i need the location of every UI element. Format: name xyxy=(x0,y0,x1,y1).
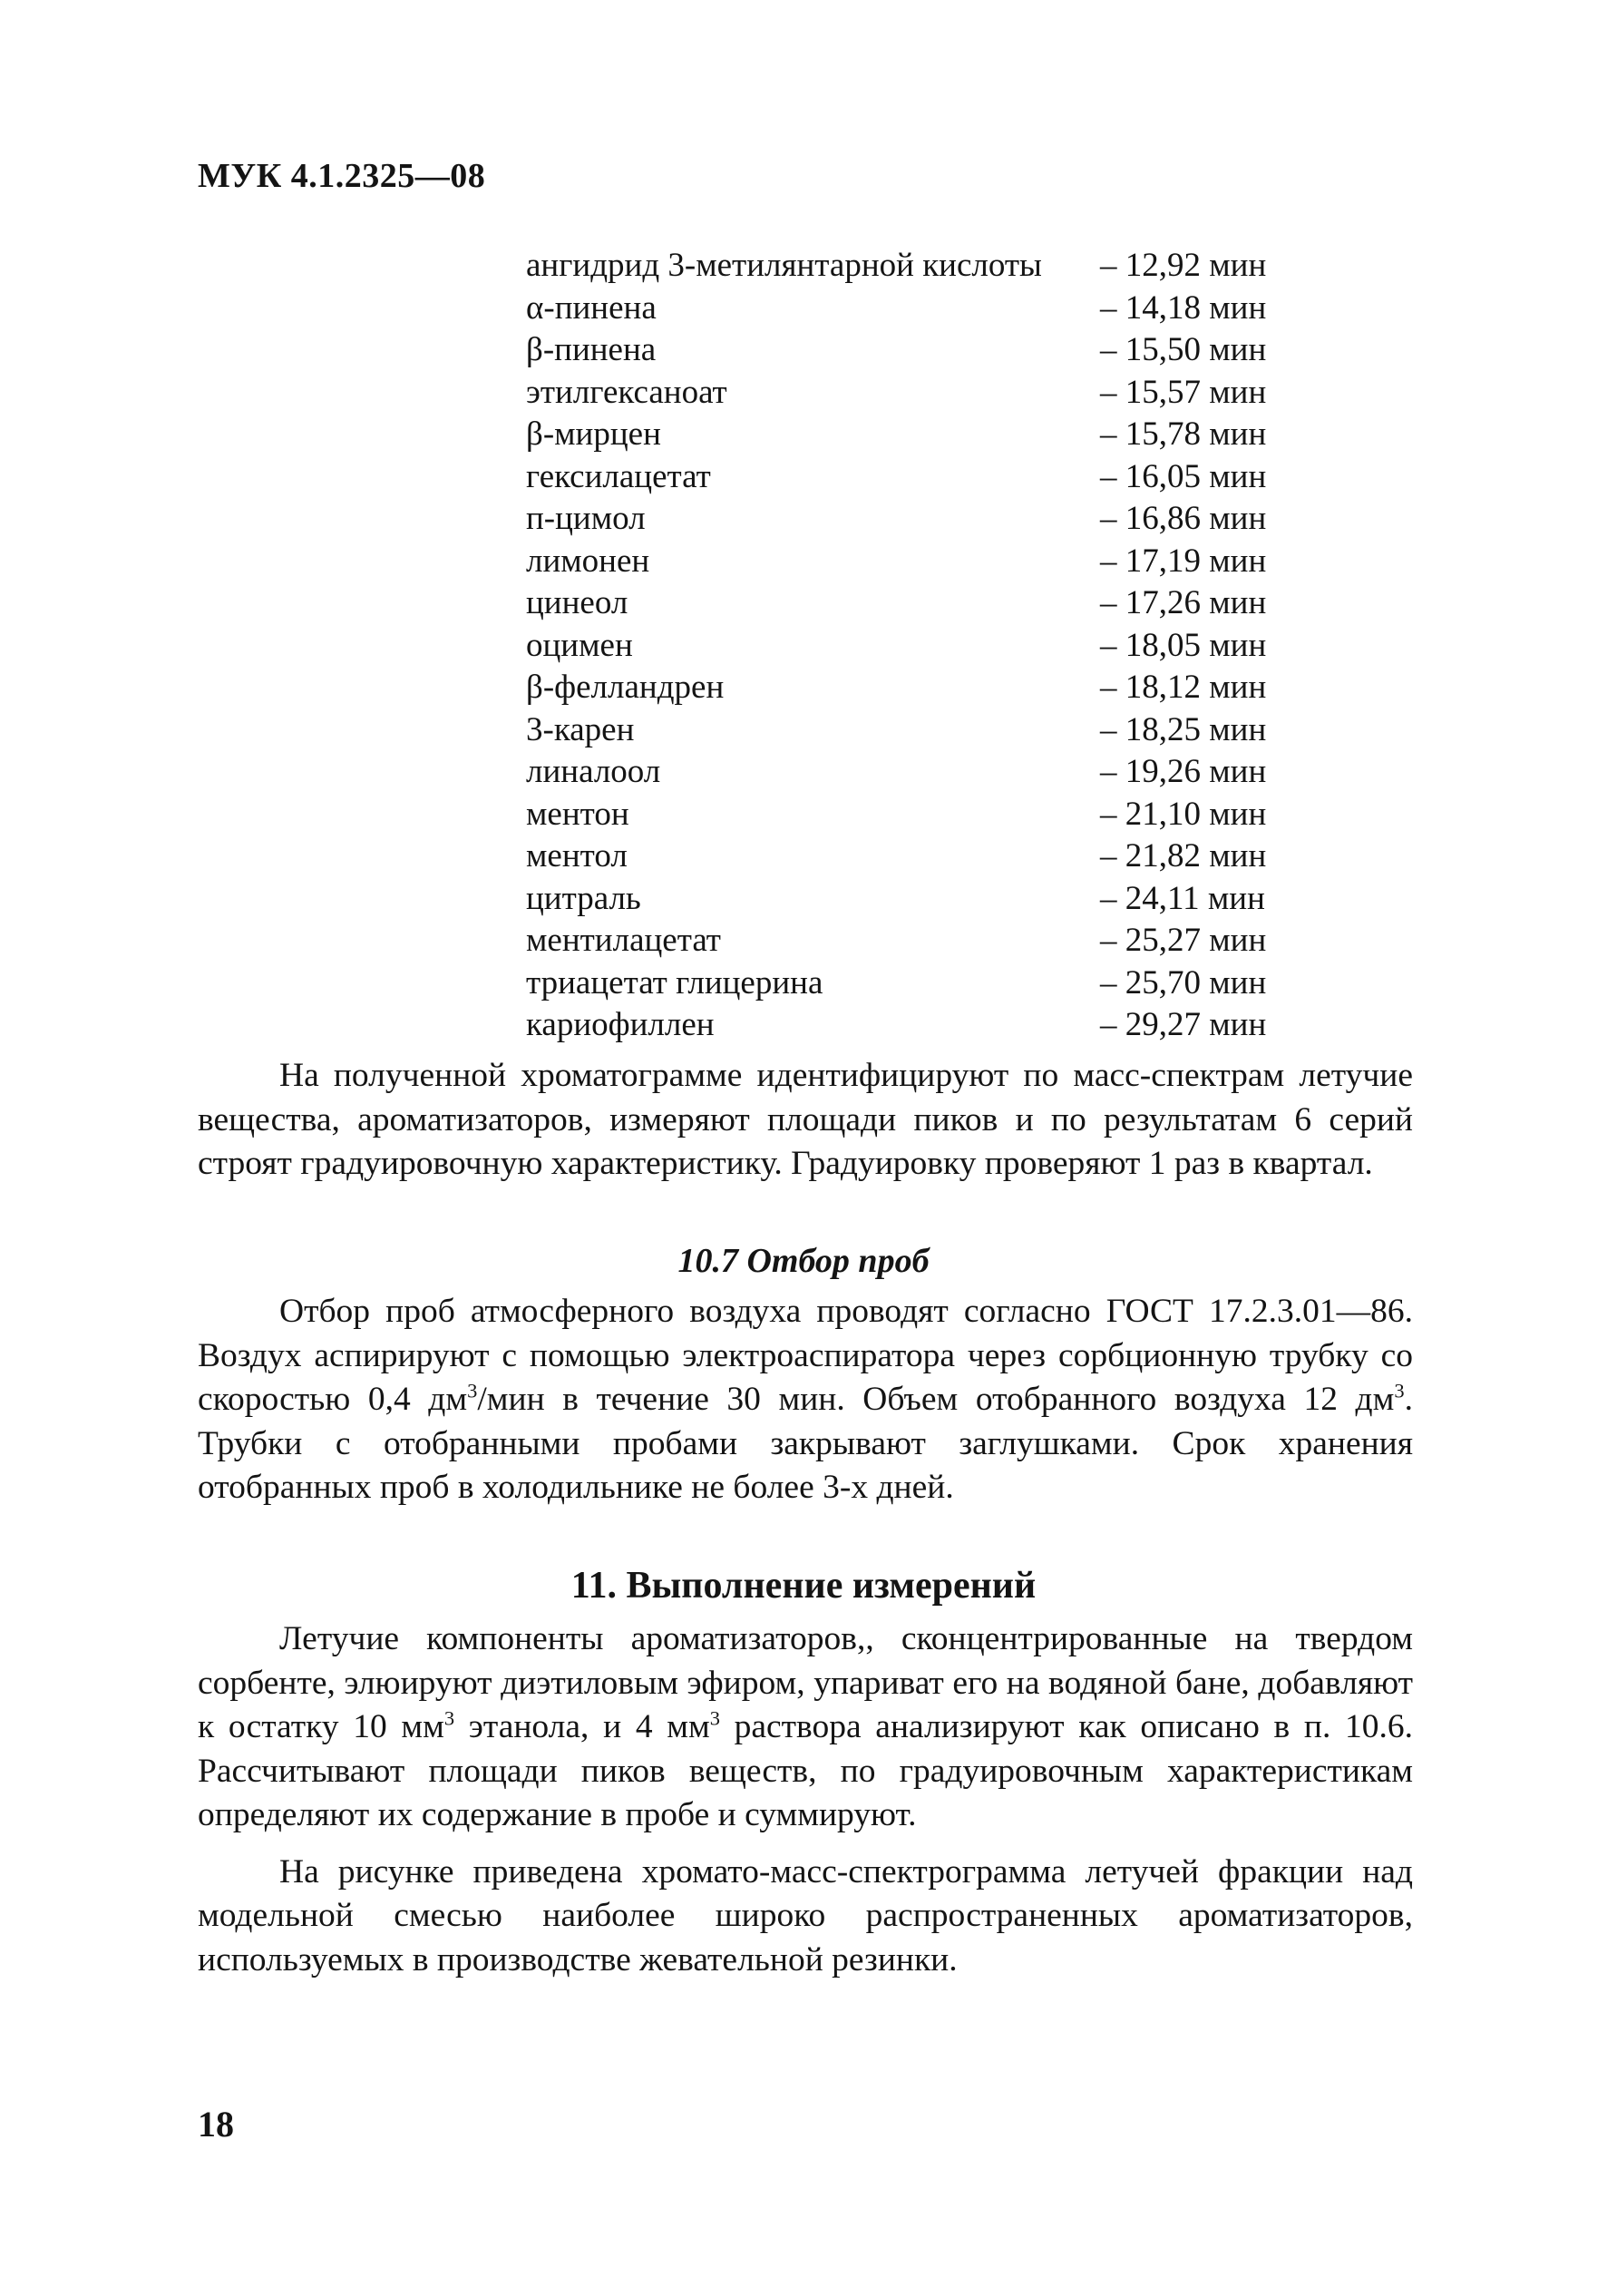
retention-time: – 21,82 мин xyxy=(1100,837,1267,874)
retention-row xyxy=(526,794,1306,836)
compound-name: лимонен xyxy=(526,542,650,580)
compound-name: гексилацетат xyxy=(526,457,711,495)
retention-row xyxy=(526,962,1306,1005)
measurement-text-1: Летучие компоненты ароматизаторов,, сконцентрированные на твердом сорбенте, элюируют диэтиловым эфиром, упариват его на водяной бане, добавляют к остатку 10 $мм^3$ этанола, и 4 $мм^3$ раствора анализируют как описано в п. 10.6. Рассчитывают площади пиков веществ, по градуировочным характеристикам определяют их содержание в пробе и суммируют. xyxy=(198,1620,1414,1833)
compound-name: β-мирцен xyxy=(526,415,661,453)
retention-row xyxy=(526,541,1306,583)
retention-time: – 19,26 мин xyxy=(1100,753,1267,790)
retention-row xyxy=(526,456,1306,499)
retention-row xyxy=(526,372,1306,415)
compound-name: ментон xyxy=(526,795,629,833)
retention-time: – 21,10 мин xyxy=(1100,795,1267,833)
retention-row xyxy=(526,498,1306,541)
retention-row xyxy=(526,920,1306,962)
retention-row xyxy=(526,288,1306,330)
compound-name: ментол xyxy=(526,837,628,874)
retention-row xyxy=(526,878,1306,921)
retention-time: – 25,27 мин xyxy=(1100,922,1267,959)
compound-name: цитраль xyxy=(526,879,641,917)
compound-name: β-пинена xyxy=(526,331,657,368)
compound-name: п-цимол xyxy=(526,500,646,537)
compound-name: α-пинена xyxy=(526,288,657,327)
retention-row xyxy=(526,329,1306,372)
retention-time: – 15,50 мин xyxy=(1100,331,1267,368)
retention-time: – 12,92 мин xyxy=(1100,247,1267,284)
retention-time: – 14,18 мин xyxy=(1100,288,1267,327)
retention-time: – 15,57 мин xyxy=(1100,373,1267,411)
retention-time: – 18,25 мин xyxy=(1100,710,1267,748)
section-10-7-heading: 10.7 Отбор проб xyxy=(677,1242,930,1280)
section-11-heading: 11. Выполнение измерений xyxy=(570,1565,1037,1607)
retention-row xyxy=(526,1004,1306,1047)
retention-row xyxy=(526,835,1306,878)
retention-time: – 17,19 мин xyxy=(1100,542,1267,580)
retention-time: – 17,26 мин xyxy=(1100,584,1267,621)
retention-time: – 18,12 мин xyxy=(1100,669,1267,706)
sampling-text: Отбор проб атмосферного воздуха проводят согласно ГОСТ 17.2.3.01—86. Воздух аспирируют с помощью электроаспиратора через сорбционную трубку со скоростью 0,4 $дм^3$/мин в течение 30 мин. Объем отобранного воздуха 12 $дм^3$. Трубки с отобранными пробами закрывают заглушками. Срок хранения отобранных проб в холодильнике не более 3-х дней. xyxy=(198,1293,1413,1506)
compound-name: линалоол xyxy=(526,753,661,790)
retention-time: – 16,86 мин xyxy=(1100,500,1267,537)
retention-row xyxy=(526,667,1306,709)
retention-time: – 18,05 мин xyxy=(1100,626,1267,664)
retention-time: – 16,05 мин xyxy=(1100,457,1267,495)
compound-name: ангидрид 3-метилянтарной кислоты xyxy=(526,247,1042,284)
retention-time-list xyxy=(526,245,1306,1047)
compound-name: цинеол xyxy=(526,584,628,621)
compound-name: β-фелландрен xyxy=(526,669,725,706)
retention-time: – 15,78 мин xyxy=(1100,415,1267,453)
page-number: 18 xyxy=(198,2104,234,2145)
retention-row xyxy=(526,709,1306,752)
compound-name: оцимен xyxy=(526,626,633,664)
measurement-text-2: На рисунке приведена хромато-масс-спектрограмма летучей фракции над модельной смесью наиболее широко распространенных ароматизаторов, используемых в производстве жевательной резинки. xyxy=(198,1852,1413,1978)
retention-time: – 24,11 мин xyxy=(1100,879,1265,917)
compound-name: ментилацетат xyxy=(526,922,721,959)
compound-name: триацетат глицерина xyxy=(526,963,823,1001)
sampling-paragraph xyxy=(198,1290,1413,1510)
identification-paragraph xyxy=(198,1054,1413,1187)
retention-row xyxy=(526,625,1306,668)
retention-row xyxy=(526,245,1306,288)
retention-row xyxy=(526,582,1306,625)
measurement-paragraphs xyxy=(198,1617,1413,1982)
retention-time: – 25,70 мин xyxy=(1100,963,1267,1001)
compound-name: этилгексаноат xyxy=(526,373,727,411)
document-code: МУК 4.1.2325—08 xyxy=(198,157,486,195)
compound-name: 3-карен xyxy=(526,710,635,748)
retention-row xyxy=(526,751,1306,794)
retention-time: – 29,27 мин xyxy=(1100,1006,1267,1043)
compound-name: кариофиллен xyxy=(526,1006,715,1043)
identification-text: На полученной хроматограмме идентифицируют по масс-спектрам летучие вещества, ароматизаторов, измеряют площади пиков и по результатам 6 серий строят градуировочную характеристику. Градуировку проверяют 1 раз в квартал. xyxy=(198,1057,1413,1182)
retention-row xyxy=(526,414,1306,456)
